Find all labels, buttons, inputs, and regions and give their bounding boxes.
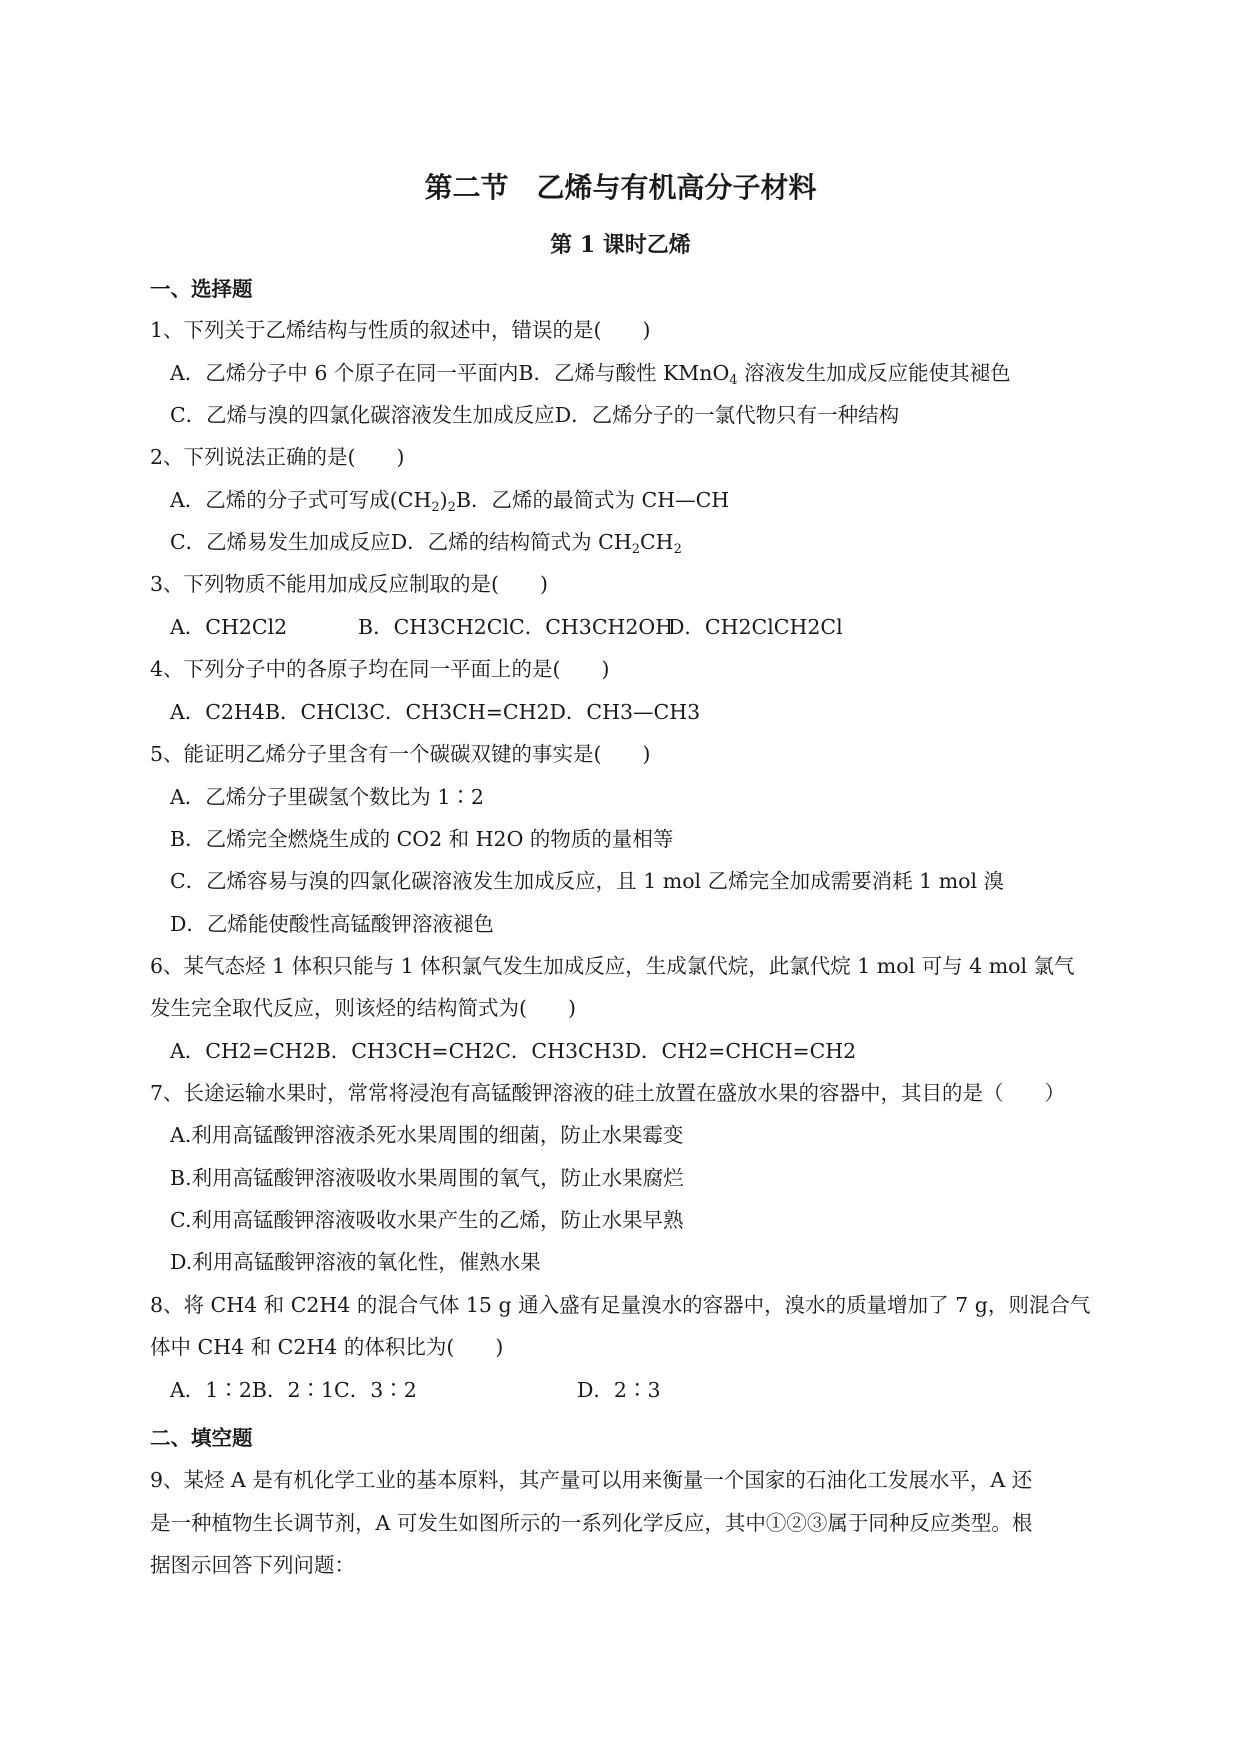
question-2-options-cd — [170, 530, 682, 557]
question-6-stem-line1: 6、某气态烃 1 体积只能与 1 体积氯气发生加成反应，生成氯代烷，此氯代烷 1 mol 可与 4 mol 氯气 — [150, 954, 1075, 978]
question-2-option-d: D．乙烯的结构简式为 $CH_2CH_2$ — [390, 530, 682, 557]
question-3-stem: 3、下列物质不能用加成反应制取的是( ) — [150, 572, 549, 596]
question-7-option-d: D.利用高锰酸钾溶液的氧化性，催熟水果 — [170, 1250, 541, 1274]
question-2-stem: 2、下列说法正确的是( ) — [150, 445, 405, 469]
question-9-line2: 是一种植物生长调节剂，A 可发生如图所示的一系列化学反应，其中①②③属于同种反应类型。根 — [150, 1511, 1033, 1535]
question-5-option-d: D．乙烯能使酸性高锰酸钾溶液褪色 — [170, 912, 494, 936]
page-title: 第二节 乙烯与有机高分子材料 — [424, 171, 817, 204]
question-2-option-a: A．乙烯的分子式可写成$(CH_2)_2$ — [170, 488, 456, 515]
section-heading-fill: 二、填空题 — [150, 1426, 253, 1450]
lesson-subtitle: 第 1 课时乙烯 — [550, 232, 691, 258]
question-1-option-a: A．乙烯分子中 6 个原子在同一平面内 — [170, 361, 519, 385]
question-3-option-a: A．CH2Cl2 — [170, 615, 288, 639]
section-heading-choice: 一、选择题 — [150, 277, 253, 301]
question-2-option-b: B．乙烯的最简式为 CH—CH — [455, 488, 730, 512]
question-3-option-b: B．CH3CH2ClC．CH3CH2OH — [358, 615, 674, 639]
question-6-stem-line2: 发生完全取代反应，则该烃的结构简式为( ) — [150, 996, 576, 1020]
question-2-option-c: C．乙烯易发生加成反应 — [170, 530, 391, 554]
question-9-line3: 据图示回答下列问题： — [150, 1553, 355, 1577]
question-5-option-b: B．乙烯完全燃烧生成的 CO2 和 H2O 的物质的量相等 — [170, 827, 674, 851]
question-8-stem-line2: 体中 CH4 和 C2H4 的体积比为( ) — [150, 1335, 504, 1359]
question-4-options: A．C2H4B．CHCl3C．CH3CH=CH2D．CH3—CH3 — [170, 700, 701, 724]
question-1-options-cd — [170, 405, 899, 426]
question-3-option-d: D．CH2ClCH2Cl — [668, 615, 843, 639]
question-1-option-d: D．乙烯分子的一氯代物只有一种结构 — [554, 403, 900, 427]
question-7-stem: 7、长途运输水果时，常常将浸泡有高锰酸钾溶液的硅土放置在盛放水果的容器中，其目的是（ ） — [150, 1081, 1066, 1105]
question-1-option-c: C．乙烯与溴的四氯化碳溶液发生加成反应 — [170, 403, 555, 427]
question-8-option-d: D．2∶3 — [577, 1378, 661, 1402]
question-7-option-c: C.利用高锰酸钾溶液吸收水果产生的乙烯，防止水果早熟 — [170, 1208, 684, 1232]
question-5-option-a: A．乙烯分子里碳氢个数比为 1∶2 — [170, 785, 484, 809]
question-6-options: A．CH2=CH2B．CH3CH=CH2C．CH3CH3D．CH2=CHCH=CH2 — [170, 1039, 857, 1063]
question-1-option-b: B．乙烯与酸性 KMnO$_4$ 溶液发生加成反应能使其褪色 — [518, 361, 1011, 388]
question-5-stem: 5、能证明乙烯分子里含有一个碳碳双键的事实是( ) — [150, 742, 651, 766]
question-9-line1: 9、某烃 A 是有机化学工业的基本原料，其产量可以用来衡量一个国家的石油化工发展水平，A 还 — [150, 1468, 1033, 1492]
question-1-stem: 1、下列关于乙烯结构与性质的叙述中，错误的是( ) — [150, 318, 651, 342]
question-8-options-abc: A．1∶2B．2∶1C．3∶2 — [170, 1378, 417, 1402]
question-8-stem-line1: 8、将 CH4 和 C2H4 的混合气体 15 g 通入盛有足量溴水的容器中，溴水的质量增加了 7 g，则混合气 — [150, 1293, 1091, 1317]
question-7-option-a: A.利用高锰酸钾溶液杀死水果周围的细菌，防止水果霉变 — [170, 1123, 684, 1147]
question-2-options-ab — [170, 488, 730, 515]
question-1-options-ab — [170, 361, 1011, 388]
question-7-option-b: B.利用高锰酸钾溶液吸收水果周围的氧气，防止水果腐烂 — [170, 1166, 684, 1190]
question-5-option-c: C．乙烯容易与溴的四氯化碳溶液发生加成反应，且 1 mol 乙烯完全加成需要消耗 1 mol 溴 — [170, 869, 1005, 893]
question-4-stem: 4、下列分子中的各原子均在同一平面上的是( ) — [150, 657, 610, 681]
